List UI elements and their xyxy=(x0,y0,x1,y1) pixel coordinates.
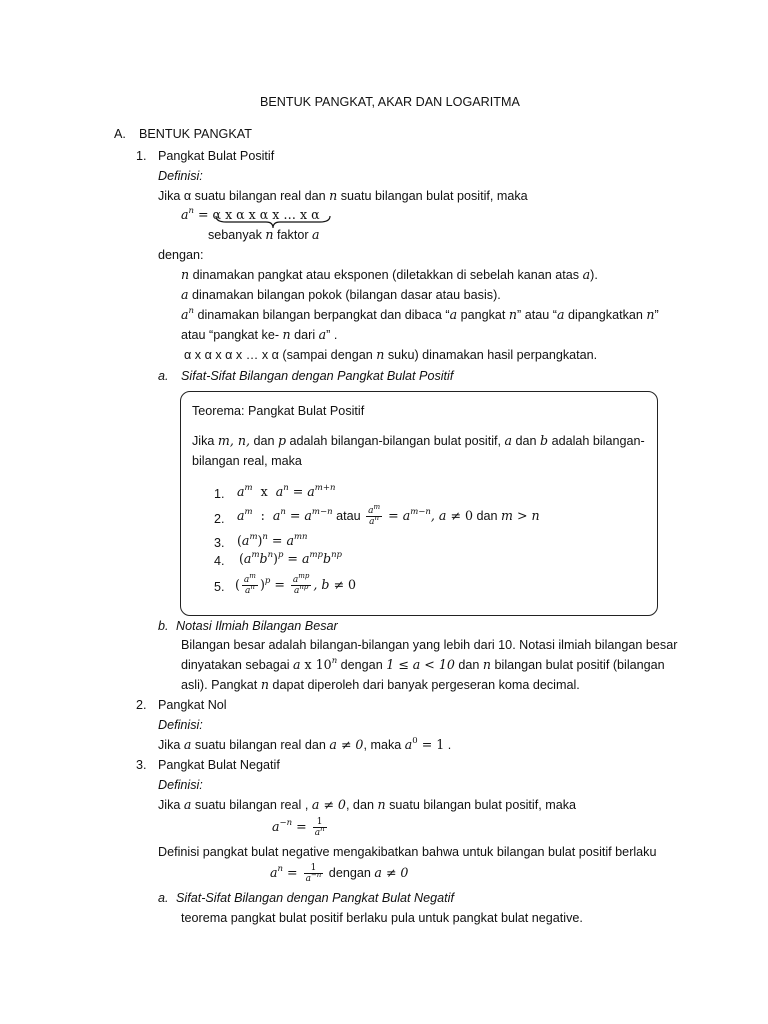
theorem-intro-line2: bilangan real, maka xyxy=(192,454,302,468)
s3-number: 3. xyxy=(136,758,147,772)
s1-title: Pangkat Bulat Positif xyxy=(158,149,275,163)
s3-text: Jika a suatu bilangan real , a ≠ 0, dan n suatu bilangan bulat positif, maka xyxy=(158,797,577,812)
s1-definisi: Definisi: xyxy=(158,169,203,183)
s1-line-n: n dinamakan pangkat atau eksponen (diletakkan di sebelah kanan atas a). xyxy=(181,267,598,282)
sub-b-p2: dinyatakan sebagai a x 10$^n$ dengan 1 ≤ a < 10 dan n bilangan bulat positif (bilangan xyxy=(181,655,665,672)
s1-formula: $a^n = \alpha$ x α x α x … x α xyxy=(181,205,320,222)
s2-number: 2. xyxy=(136,698,147,712)
theorem-item-5-num: 5. xyxy=(214,580,225,594)
theorem-item-1-num: 1. xyxy=(214,487,225,501)
section-a-title: BENTUK PANGKAT xyxy=(139,127,252,141)
s3-sub-a-label: a. xyxy=(158,891,169,905)
s3-sub-a-title: Sifat-Sifat Bilangan dengan Pangkat Bulat Negatif xyxy=(176,891,454,905)
theorem-item-3-num: 3. xyxy=(214,536,225,550)
s1-line-atau: atau “pangkat ke- n dari a” . xyxy=(181,327,338,342)
theorem-item-1-formula: $a^m$ x $a^n = a^{m+n}$ xyxy=(237,482,336,499)
s1-sub-a-label: a. xyxy=(158,369,169,383)
theorem-item-2-formula: $a^m$ : $a^n = a^{m-n}$ atau $\frac{a^m}{a^n}$ = $a^{m-n}$, a ≠ 0 dan m > n xyxy=(237,503,540,528)
s1-intro: Jika α suatu bilangan real dan n suatu bilangan bulat positif, maka xyxy=(158,188,528,203)
s2-text: Jika a suatu bilangan real dan a ≠ 0, maka $a^0 = 1$ . xyxy=(158,735,452,752)
s3-definisi: Definisi: xyxy=(158,778,203,792)
theorem-intro: Jika m, n, dan p adalah bilangan-bilangan bulat positif, a dan b adalah bilangan- xyxy=(192,433,645,448)
s1-line-hasil: α x α x α x … x α (sampai dengan n suku) dinamakan hasil perpangkatan. xyxy=(184,347,598,362)
theorem-item-5-formula: ( $\frac{a^m}{a^n}$ )$^p$ = $\frac{a^{mp}}{a^{np}}$ , b ≠ 0 xyxy=(235,572,357,597)
s3-title: Pangkat Bulat Negatif xyxy=(158,758,280,772)
s1-number: 1. xyxy=(136,149,147,163)
s2-title: Pangkat Nol xyxy=(158,698,227,712)
s1-line-an: $a^n$ dinamakan bilangan berpangkat dan dibaca “a pangkat n” atau “a dipangkatkan n” xyxy=(181,305,659,322)
s3-last-line: teorema pangkat bulat positif berlaku pula untuk pangkat bulat negative. xyxy=(181,911,583,925)
s1-line-a: a dinamakan bilangan pokok (bilangan dasar atau basis). xyxy=(181,287,501,302)
s1-dengan: dengan: xyxy=(158,248,204,262)
s3-formula-1: $a^{-n}$ = $\frac{1}{a^n}$ xyxy=(272,817,325,839)
theorem-item-3-formula: $(a^m)^n = a^{mn}$ xyxy=(237,531,308,548)
theorem-title: Teorema: Pangkat Bulat Positif xyxy=(192,404,365,418)
page-title: BENTUK PANGKAT, AKAR DAN LOGARITMA xyxy=(260,95,520,109)
sub-b-label: b. xyxy=(158,619,169,633)
s3-formula-2: $a^n$ = $\frac{1}{a^{-n}}$ dengan a ≠ 0 xyxy=(270,863,409,885)
section-a-label: A. xyxy=(114,127,126,141)
sub-b-p3: asli). Pangkat n dapat diperoleh dari banyak pergeseran koma decimal. xyxy=(181,677,580,692)
theorem-item-4-num: 4. xyxy=(214,554,225,568)
theorem-item-2-num: 2. xyxy=(214,512,225,526)
sub-b-p1: Bilangan besar adalah bilangan-bilangan yang lebih dari 10. Notasi ilmiah bilangan besar xyxy=(181,638,678,652)
theorem-item-4-formula: $(a^mb^n)^p = a^{mp}b^{np}$ xyxy=(239,549,342,566)
s1-brace-label: sebanyak n faktor a xyxy=(208,227,320,242)
sub-b-title: Notasi Ilmiah Bilangan Besar xyxy=(176,619,338,633)
s2-definisi: Definisi: xyxy=(158,718,203,732)
s1-sub-a-title: Sifat-Sifat Bilangan dengan Pangkat Bulat Positif xyxy=(181,369,454,383)
s3-def-line: Definisi pangkat bulat negative mengakibatkan bahwa untuk bilangan bulat positif berlaku xyxy=(158,845,657,859)
